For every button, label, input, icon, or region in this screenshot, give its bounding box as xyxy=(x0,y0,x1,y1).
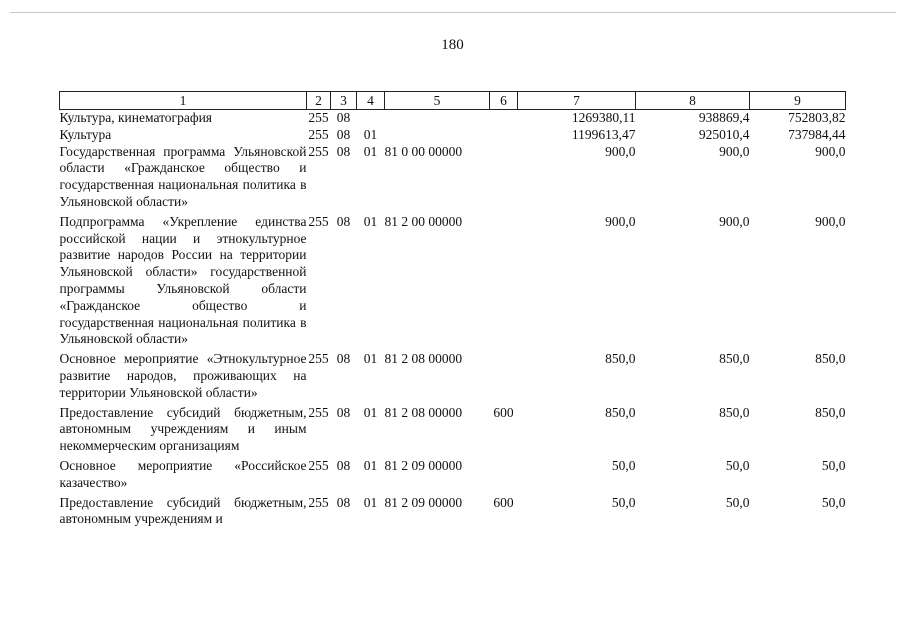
row-pr: 01 xyxy=(363,126,378,142)
row-gr: 255 xyxy=(308,351,329,367)
row-csr: 81 0 00 00000 xyxy=(384,143,463,159)
table-row xyxy=(60,110,846,127)
row-value-7: 1199613,47 xyxy=(571,126,636,142)
row-gr: 255 xyxy=(308,213,329,229)
row-value-9: 900,0 xyxy=(815,213,846,229)
row-vr xyxy=(490,348,518,401)
header-cell: 2 xyxy=(307,92,331,110)
row-csr xyxy=(385,110,490,127)
row-value-7: 1269380,11 xyxy=(571,110,636,125)
row-value-9: 50,0 xyxy=(821,494,846,510)
row-value-8: 900,0 xyxy=(719,213,750,229)
row-name: Государственная программа Ульяновской области «Гражданское общество и государственная национальная политика в Ульяновской области» xyxy=(59,143,307,209)
page-number: 180 xyxy=(441,37,464,53)
header-cell: 6 xyxy=(490,92,518,110)
row-value-8: 850,0 xyxy=(719,404,750,420)
row-pr: 01 xyxy=(363,351,378,367)
row-pr: 01 xyxy=(363,457,378,473)
table-row xyxy=(60,455,846,492)
row-rz: 08 xyxy=(336,457,351,473)
header-cell: 5 xyxy=(385,92,490,110)
row-vr xyxy=(490,144,518,211)
row-vr: 600 xyxy=(493,494,514,510)
page-top-rule xyxy=(10,12,896,13)
row-gr: 255 xyxy=(308,143,329,159)
header-cell: 7 xyxy=(518,92,636,110)
table-header-row xyxy=(60,92,846,110)
table-row xyxy=(60,492,846,529)
table-row xyxy=(60,127,846,144)
row-csr: 81 2 00 00000 xyxy=(384,213,463,229)
table-row xyxy=(60,402,846,455)
row-csr: 81 2 09 00000 xyxy=(384,457,463,473)
table-row xyxy=(60,348,846,401)
row-name: Предоставление субсидий бюджетным, автономным учреждениям и иным некоммерческим организациям xyxy=(59,404,307,454)
row-vr xyxy=(490,455,518,492)
row-value-8: 925010,4 xyxy=(698,126,750,142)
row-value-7: 900,0 xyxy=(605,143,636,159)
header-cell: 8 xyxy=(636,92,750,110)
row-vr: 600 xyxy=(493,404,514,420)
row-name: Предоставление субсидий бюджетным, автономным учреждениям и xyxy=(59,494,307,527)
row-name: Культура, кинематография xyxy=(59,110,213,125)
row-gr: 255 xyxy=(308,110,329,125)
row-pr: 01 xyxy=(363,494,378,510)
row-rz: 08 xyxy=(336,494,351,510)
row-gr: 255 xyxy=(308,457,329,473)
header-cell: 4 xyxy=(357,92,385,110)
row-pr: 01 xyxy=(363,213,378,229)
row-csr: 81 2 09 00000 xyxy=(384,494,463,510)
row-gr: 255 xyxy=(308,404,329,420)
row-name: Основное мероприятие «Этнокультурное развитие народов, проживающих на территории Ульяновской области» xyxy=(59,351,307,400)
row-value-7: 50,0 xyxy=(611,457,636,473)
row-value-8: 938869,4 xyxy=(698,110,750,125)
row-name: Основное мероприятие «Российское казачество» xyxy=(59,457,307,490)
row-value-8: 50,0 xyxy=(725,457,750,473)
row-rz: 08 xyxy=(336,126,351,142)
row-pr: 01 xyxy=(363,404,378,420)
table-row xyxy=(60,144,846,211)
row-value-9: 900,0 xyxy=(815,143,846,159)
row-name: Подпрограмма «Укрепление единства российской нации и этнокультурное развитие народов России на территории Ульяновской области» государственной программы Ульяновской области «Гражданское общество и государственная национальная политика в Ульяновской области» xyxy=(59,213,307,347)
row-value-9: 850,0 xyxy=(815,351,846,367)
row-rz: 08 xyxy=(336,404,351,420)
row-csr: 81 2 08 00000 xyxy=(384,351,463,367)
row-value-9: 850,0 xyxy=(815,404,846,420)
row-rz: 08 xyxy=(336,110,351,125)
row-pr xyxy=(357,110,385,127)
row-csr: 81 2 08 00000 xyxy=(384,404,463,420)
row-value-8: 850,0 xyxy=(719,351,750,367)
row-csr xyxy=(385,127,490,144)
table-row xyxy=(60,211,846,348)
row-value-7: 50,0 xyxy=(611,494,636,510)
row-rz: 08 xyxy=(336,213,351,229)
row-value-7: 900,0 xyxy=(605,213,636,229)
row-vr xyxy=(490,110,518,127)
header-cell: 9 xyxy=(750,92,846,110)
row-vr xyxy=(490,211,518,348)
row-value-9: 737984,44 xyxy=(788,126,846,142)
row-rz: 08 xyxy=(336,143,351,159)
row-value-7: 850,0 xyxy=(605,351,636,367)
row-value-9: 752803,82 xyxy=(788,110,846,125)
row-gr: 255 xyxy=(308,494,329,510)
row-value-7: 850,0 xyxy=(605,404,636,420)
header-cell: 1 xyxy=(60,92,307,110)
row-value-8: 50,0 xyxy=(725,494,750,510)
row-vr xyxy=(490,127,518,144)
row-pr: 01 xyxy=(363,143,378,159)
header-cell: 3 xyxy=(331,92,357,110)
row-gr: 255 xyxy=(308,126,329,142)
row-rz: 08 xyxy=(336,351,351,367)
row-name: Культура xyxy=(59,126,112,142)
row-value-8: 900,0 xyxy=(719,143,750,159)
budget-table xyxy=(59,91,846,528)
row-value-9: 50,0 xyxy=(821,457,846,473)
